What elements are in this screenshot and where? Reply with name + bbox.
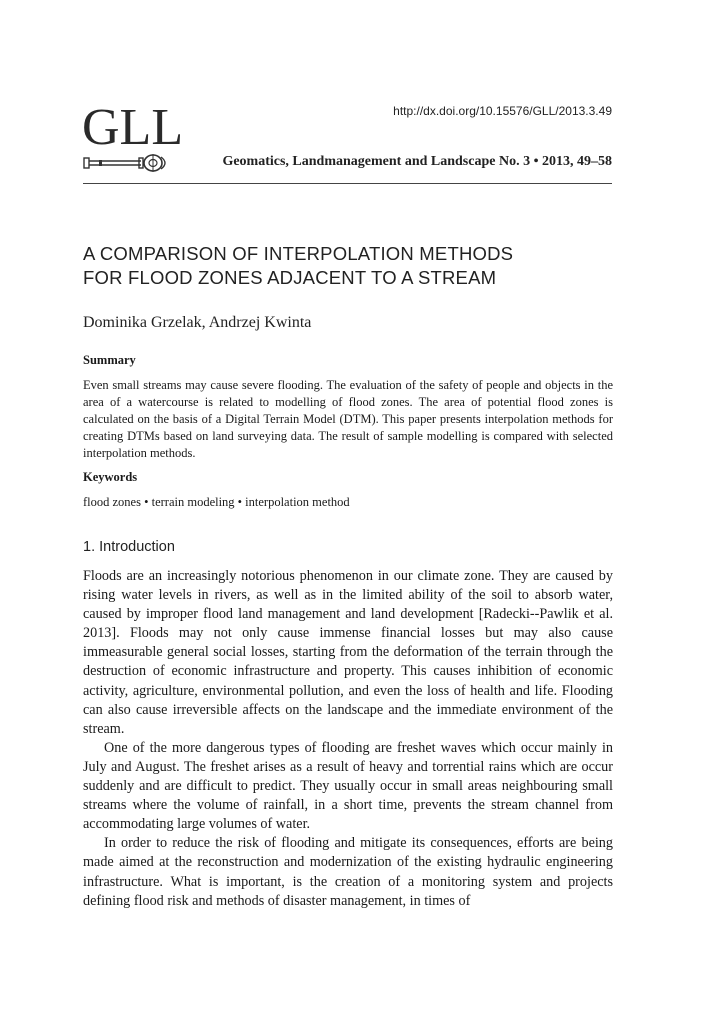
paragraph: One of the more dangerous types of flooding are freshet waves which occur mainly in July and August. The freshet arises as a result of heavy and torrential rains which are occur suddenly and are difficult to predict. They usually occur in small areas neighbouring small streams where the volume of rainfall, in a short time, prevents the stream channel from accommodating large volumes of water.	[83, 739, 613, 833]
journal-logo-text: GLL	[82, 99, 184, 156]
title-line-1: A COMPARISON OF INTERPOLATION METHODS	[83, 243, 514, 264]
summary-heading: Summary	[83, 353, 136, 367]
body-text	[83, 567, 613, 911]
keywords-heading: Keywords	[83, 470, 138, 484]
journal-logo-icon	[83, 152, 171, 179]
header-divider	[83, 183, 612, 184]
paragraph: Floods are an increasingly notorious phenomenon in our climate zone. They are caused by rising water levels in rivers, as well as in the limited ability of the soil to absorb water, caused by improper flood land management and land development [Radecki--Pawlik et al. 2013]. Floods may not only cause immense financial losses but may also cause immeasurable general social losses, starting from the deformation of the terrain through the destruction of economic infrastructure and property. This causes inhibition of economic activity, agriculture, environmental pollution, and even the loss of health and life. Flooding can also cause irreversible affects on the landscape and the immediate environment of the stream.	[83, 568, 613, 737]
summary-text: Even small streams may cause severe flooding. The evaluation of the safety of people and objects in the area of a watercourse is related to modelling of flood zones. The area of potential flood zones is calculated on the basis of a Digital Terrain Model (DTM). This paper presents interpolation methods for creating DTMs based on land surveying data. The result of sample modelling is compared with selected interpolation methods.	[83, 378, 613, 460]
authors: Dominika Grzelak, Andrzej Kwinta	[83, 314, 312, 331]
keywords-list: flood zones • terrain modeling • interpolation method	[83, 495, 350, 509]
doi-link[interactable]: http://dx.doi.org/10.15576/GLL/2013.3.49	[393, 104, 612, 118]
article-title	[83, 242, 613, 290]
section-heading-introduction: 1. Introduction	[83, 539, 175, 555]
title-line-2: FOR FLOOD ZONES ADJACENT TO A STREAM	[83, 267, 497, 288]
journal-citation: Geomatics, Landmanagement and Landscape No. 3 • 2013, 49–58	[222, 154, 612, 169]
paragraph: In order to reduce the risk of flooding and mitigate its consequences, efforts are being made aimed at the reconstruction and modernization of the existing hydraulic engineering infrastructure. What is important, is the creation of a monitoring system and projects defining flood risk and methods of disaster management, in times of	[83, 835, 613, 909]
key-ornament-icon	[83, 152, 171, 174]
